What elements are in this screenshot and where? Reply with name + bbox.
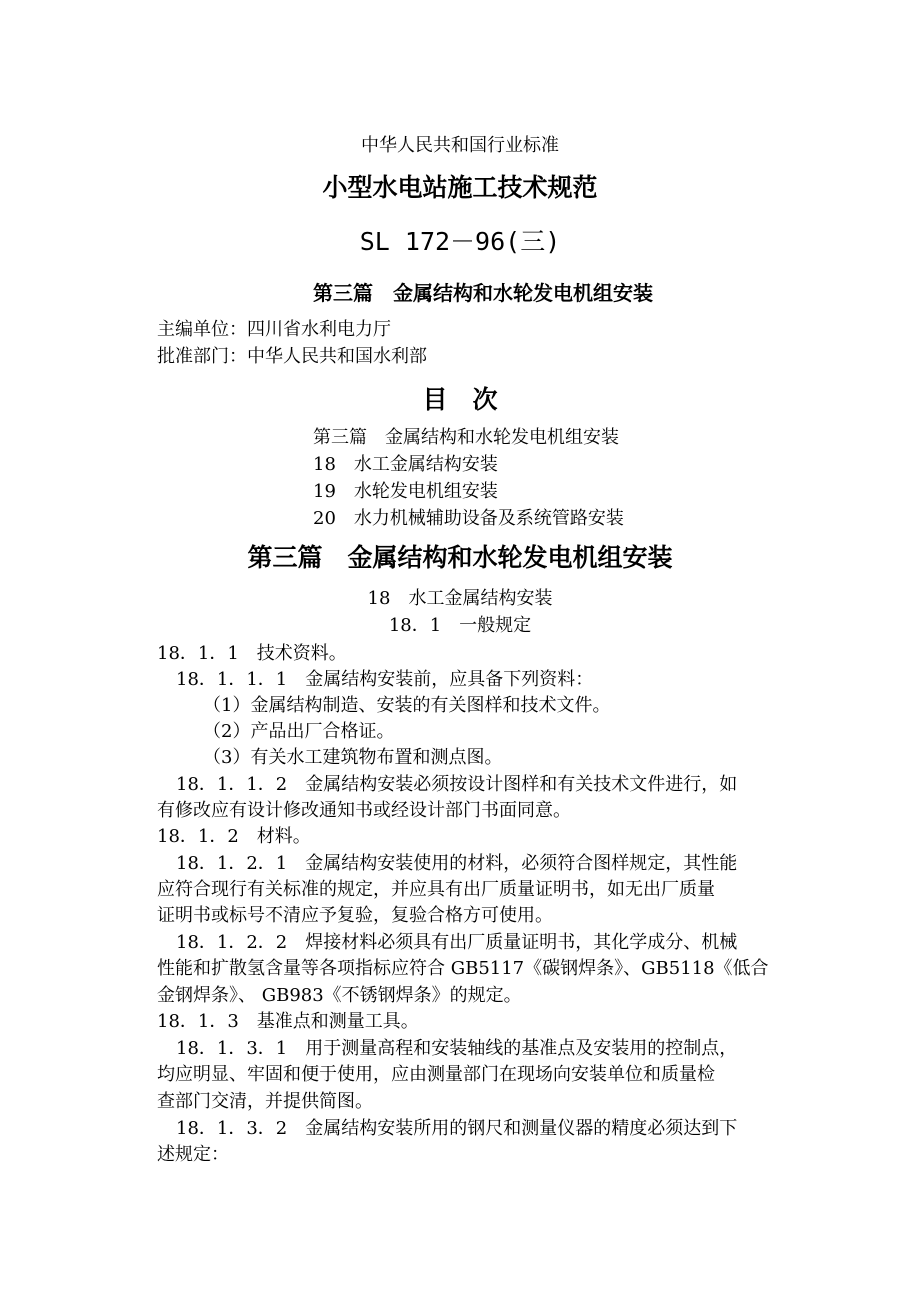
clause-line: 18．1．3 基准点和测量工具。 xyxy=(157,1011,419,1032)
clause-line: 述规定： xyxy=(157,1144,229,1165)
part-title: 第三篇 金属结构和水轮发电机组安装 xyxy=(313,281,653,305)
clause-line: 18．1．2 材料。 xyxy=(157,826,311,847)
clause-line: 18．1．1．1 金属结构安装前，应具备下列资料： xyxy=(176,669,594,690)
clause-line: 均应明显、牢固和便于使用，应由测量部门在现场向安装单位和质量检 xyxy=(157,1064,715,1085)
clause-line: 18．1．2．1 金属结构安装使用的材料，必须符合图样规定，其性能 xyxy=(176,853,738,874)
approval-dept: 批准部门：中华人民共和国水利部 xyxy=(157,346,427,367)
doc-title: 小型水电站施工技术规范 xyxy=(322,173,598,202)
doc-code: SL 172－96(三) xyxy=(359,227,561,256)
part-heading: 第三篇 金属结构和水轮发电机组安装 xyxy=(247,543,673,572)
clause-line: （1）金属结构制造、安装的有关图样和技术文件。 xyxy=(203,695,611,716)
clause-line: 18．1．3．2 金属结构安装所用的钢尺和测量仪器的精度必须达到下 xyxy=(176,1118,738,1139)
toc-item: 18 水工金属结构安装 xyxy=(313,454,498,475)
toc-heading: 目 次 xyxy=(422,385,498,414)
clause-line: 证明书或标号不清应予复验，复验合格方可使用。 xyxy=(157,905,553,926)
clause-line: 有修改应有设计修改通知书或经设计部门书面同意。 xyxy=(157,800,571,821)
standard-type: 中华人民共和国行业标准 xyxy=(361,135,559,156)
clause-line: 18．1．1 技术资料。 xyxy=(157,643,347,664)
editor-unit: 主编单位：四川省水利电力厅 xyxy=(157,319,391,340)
clause-line: 性能和扩散氢含量等各项指标应符合 GB5117《碳钢焊条》、GB5118《低合 xyxy=(157,958,769,979)
clause-line: 18．1．1．2 金属结构安装必须按设计图样和有关技术文件进行，如 xyxy=(176,774,738,795)
clause-line: 应符合现行有关标准的规定，并应具有出厂质量证明书，如无出厂质量 xyxy=(157,879,715,900)
toc-item: 19 水轮发电机组安装 xyxy=(313,481,498,502)
clause-line: （2）产品出厂合格证。 xyxy=(203,721,395,742)
clause-line: 金钢焊条》、 GB983《不锈钢焊条》的规定。 xyxy=(157,985,522,1006)
clause-line: 查部门交清，并提供简图。 xyxy=(157,1091,373,1112)
clause-line: 18．1．3．1 用于测量高程和安装轴线的基准点及安装用的控制点， xyxy=(176,1038,738,1059)
clause-line: （3）有关水工建筑物布置和测点图。 xyxy=(203,747,503,768)
chapter-heading: 18 水工金属结构安装 xyxy=(367,588,553,609)
section-heading: 18．1 一般规定 xyxy=(388,615,532,636)
clause-line: 18．1．2．2 焊接材料必须具有出厂质量证明书，其化学成分、机械 xyxy=(176,932,738,953)
toc-item: 第三篇 金属结构和水轮发电机组安装 xyxy=(313,427,619,448)
toc-item: 20 水力机械辅助设备及系统管路安装 xyxy=(313,508,624,529)
